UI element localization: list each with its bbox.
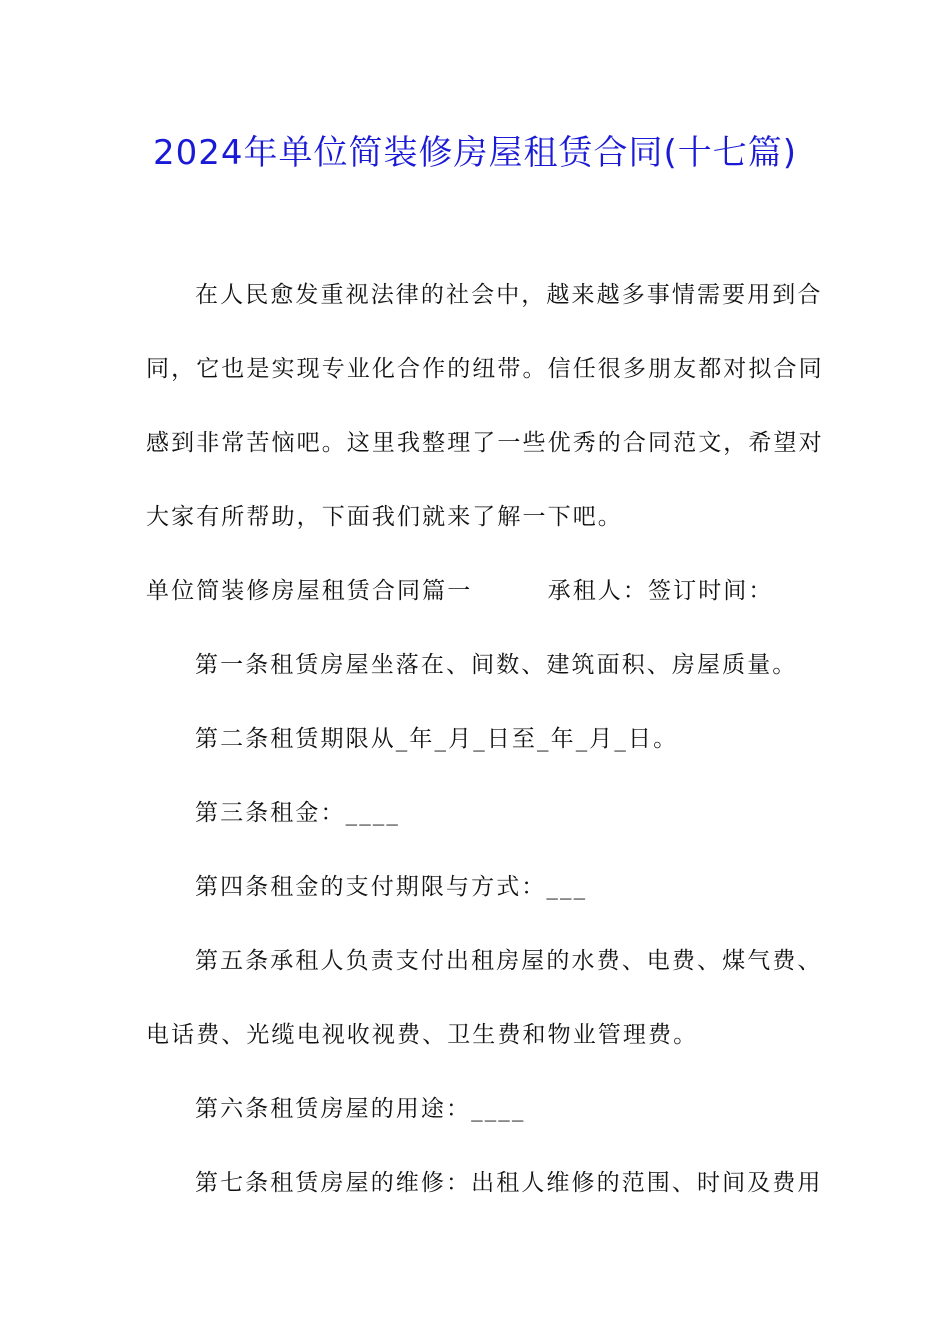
article-2: 第二条租赁期限从_年_月_日至_年_月_日。 <box>195 726 679 752</box>
intro-line-1: 在人民愈发重视法律的社会中，越来越多事情需要用到合 <box>195 282 823 308</box>
document-body <box>146 258 824 1220</box>
article-5-line-1: 第五条承租人负责支付出租房屋的水费、电费、煤气费、 <box>195 948 823 974</box>
article-3: 第三条租金：____ <box>195 800 400 826</box>
intro-line-4: 大家有所帮助，下面我们就来了解一下吧。 <box>146 504 623 530</box>
document-title: 2024年单位简装修房屋租赁合同(十七篇) <box>152 133 798 173</box>
intro-line-2: 同，它也是实现专业化合作的纽带。信任很多朋友都对拟合同 <box>146 356 824 382</box>
article-6: 第六条租赁房屋的用途：____ <box>195 1096 526 1122</box>
intro-line-3: 感到非常苦恼吧。这里我整理了一些优秀的合同范文，希望对 <box>146 430 824 456</box>
article-7-line-1: 第七条租赁房屋的维修：出租人维修的范围、时间及费用 <box>195 1170 823 1196</box>
article-4: 第四条租金的支付期限与方式：___ <box>195 874 588 900</box>
section-heading: 单位简装修房屋租赁合同篇一 承租人：签订时间： <box>146 578 774 604</box>
article-5-line-2: 电话费、光缆电视收视费、卫生费和物业管理费。 <box>146 1022 699 1048</box>
article-1: 第一条租赁房屋坐落在、间数、建筑面积、房屋质量。 <box>195 652 798 678</box>
